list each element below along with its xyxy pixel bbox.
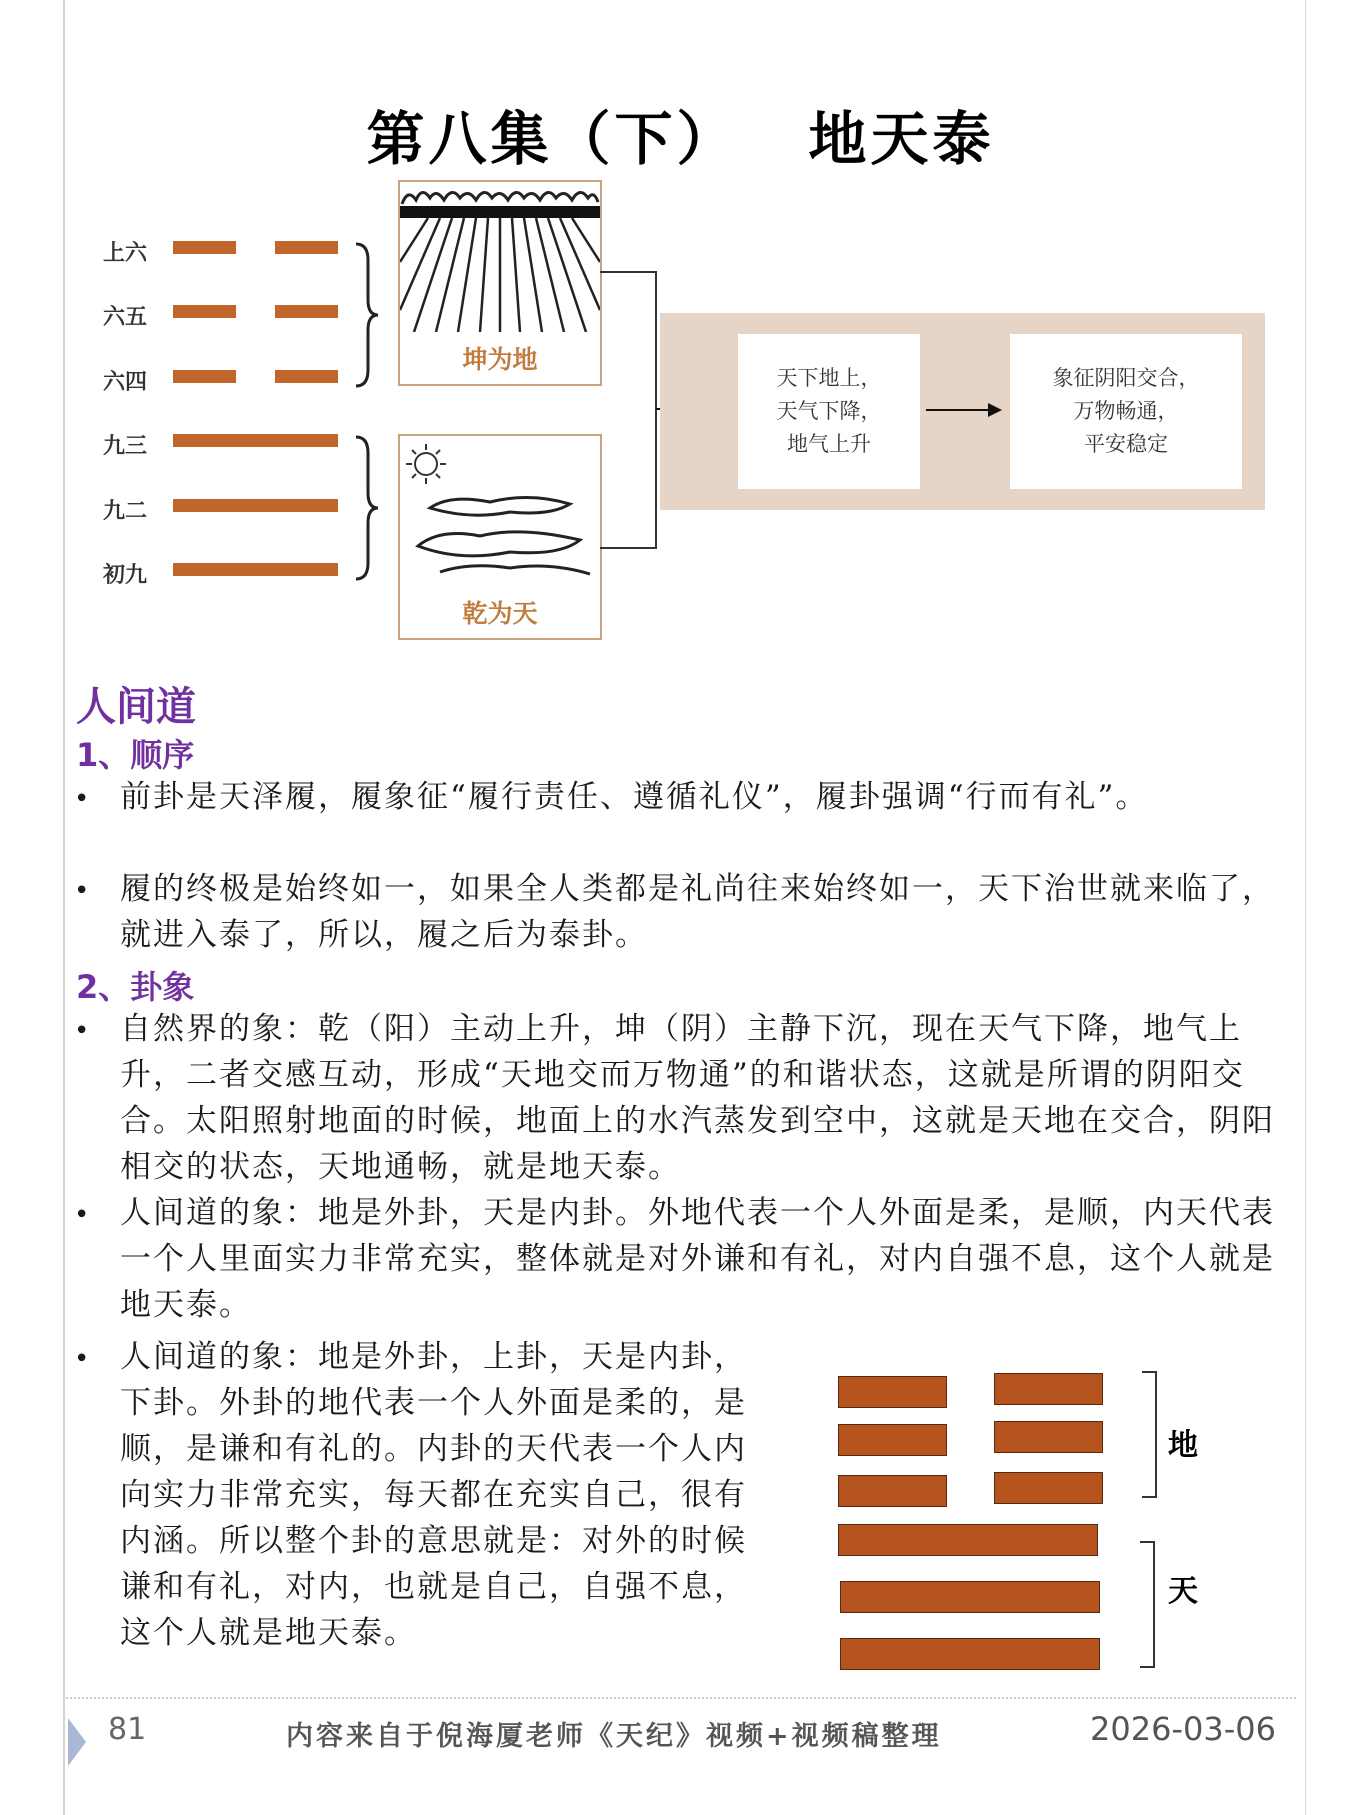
bullet-dot: • [74, 876, 90, 906]
line-label-fourth: 六四 [103, 370, 148, 395]
footer-date: 2026-03-06 [1090, 1710, 1276, 1748]
subheading-order: 1、顺序 [76, 736, 195, 774]
yang-line [173, 563, 338, 576]
upper-brace [352, 240, 382, 390]
lower-brace [352, 433, 382, 583]
right-rule [1305, 0, 1306, 1815]
sky-illustration [400, 436, 600, 586]
bullet-dot: • [74, 1200, 90, 1230]
lower-yang-line [840, 1638, 1100, 1670]
section-heading: 人间道 [76, 684, 196, 730]
source-note: 内容来自于倪海厦老师《天纪》视频+视频稿整理 [286, 1721, 942, 1752]
field-illustration [400, 182, 600, 332]
title-episode: 第八集（下） [366, 105, 739, 173]
meaning-line-2: 万物畅通， [1073, 399, 1179, 423]
line-label-first: 初九 [103, 563, 148, 588]
bullet-dot: • [74, 784, 90, 814]
lower-yang-line [840, 1581, 1100, 1613]
earth-image-box [398, 180, 602, 386]
bullet-dot: • [74, 1016, 90, 1046]
page-number: 81 [108, 1712, 147, 1747]
heaven-label: 天 [1168, 1574, 1198, 1609]
yin-line [275, 241, 338, 254]
paragraph-order-2: 履的终极是始终如一，如果全人类都是礼尚往来始终如一，天下治世就来临了，就进入泰了，所以，履之后为泰卦。 [120, 871, 1275, 953]
line-label-fifth: 六五 [103, 305, 148, 330]
paragraph-human-2: 人间道的象：地是外卦，上卦，天是内卦，下卦。外卦的地代表一个人外面是柔的，是顺，是谦和有礼的。内卦的天代表一个人内向实力非常充实，每天都在充实自己，很有内涵。所以整个卦的意思就是：对外的时候谦和有礼，对内，也就是自己，自强不息，这个人就是地天泰。 [120, 1339, 747, 1651]
title-hexagram: 地天泰 [808, 105, 995, 173]
subheading-image: 2、卦象 [76, 968, 195, 1006]
interaction-box [738, 334, 920, 489]
meaning-line-1: 象征阴阳交合， [1052, 366, 1200, 390]
earth-caption: 坤为地 [462, 345, 538, 374]
upper-yin-line [994, 1373, 1103, 1405]
upper-yin-line [994, 1421, 1103, 1453]
upper-yin-line [838, 1376, 947, 1408]
yin-line [173, 305, 236, 318]
paragraph-nature: 自然界的象：乾（阳）主动上升，坤（阴）主静下沉，现在天气下降，地气上升，二者交感互动，形成“天地交而万物通”的和谐状态，这就是所谓的阴阳交合。太阳照射地面的时候，地面上的水汽蒸发到空中，这就是天地在交合，阴阳相交的状态，天地通畅，就是地天泰。 [120, 1011, 1275, 1185]
heaven-caption: 乾为天 [462, 599, 538, 628]
triangle-icon [68, 1718, 86, 1766]
interaction-line-1: 天下地上， [776, 366, 882, 390]
upper-bracket [1140, 1370, 1164, 1500]
left-rule [63, 0, 65, 1815]
upper-yin-line [994, 1472, 1103, 1504]
earth-label: 地 [1168, 1428, 1198, 1463]
line-label-top: 上六 [103, 241, 148, 266]
bullet-dot: • [74, 1344, 90, 1374]
yin-line [173, 370, 236, 383]
yin-line [275, 370, 338, 383]
yang-line [173, 499, 338, 512]
paragraph-order-1: 前卦是天泽履，履象征“履行责任、遵循礼仪”，履卦强调“行而有礼”。 [120, 779, 1149, 815]
interaction-line-3: 地气上升 [787, 432, 871, 456]
yin-line [275, 305, 338, 318]
upper-yin-line [838, 1424, 947, 1456]
paragraph-human-1: 人间道的象：地是外卦，天是内卦。外地代表一个人外面是柔，是顺，内天代表一个人里面实力非常充实，整体就是对外谦和有礼，对内自强不息，这个人就是地天泰。 [120, 1195, 1275, 1323]
yang-line [173, 434, 338, 447]
lower-yang-line [838, 1524, 1098, 1556]
footer-divider [66, 1697, 1296, 1699]
lower-bracket [1138, 1540, 1162, 1670]
line-label-third: 九三 [103, 434, 148, 459]
line-label-second: 九二 [103, 499, 148, 524]
result-arrow [926, 400, 1006, 420]
page-title [0, 92, 1361, 176]
meaning-box [1010, 334, 1242, 489]
yin-line [173, 241, 236, 254]
heaven-image-box [398, 434, 602, 640]
upper-yin-line [838, 1475, 947, 1507]
interaction-line-2: 天气下降， [776, 399, 882, 423]
meaning-line-3: 平安稳定 [1084, 432, 1168, 456]
